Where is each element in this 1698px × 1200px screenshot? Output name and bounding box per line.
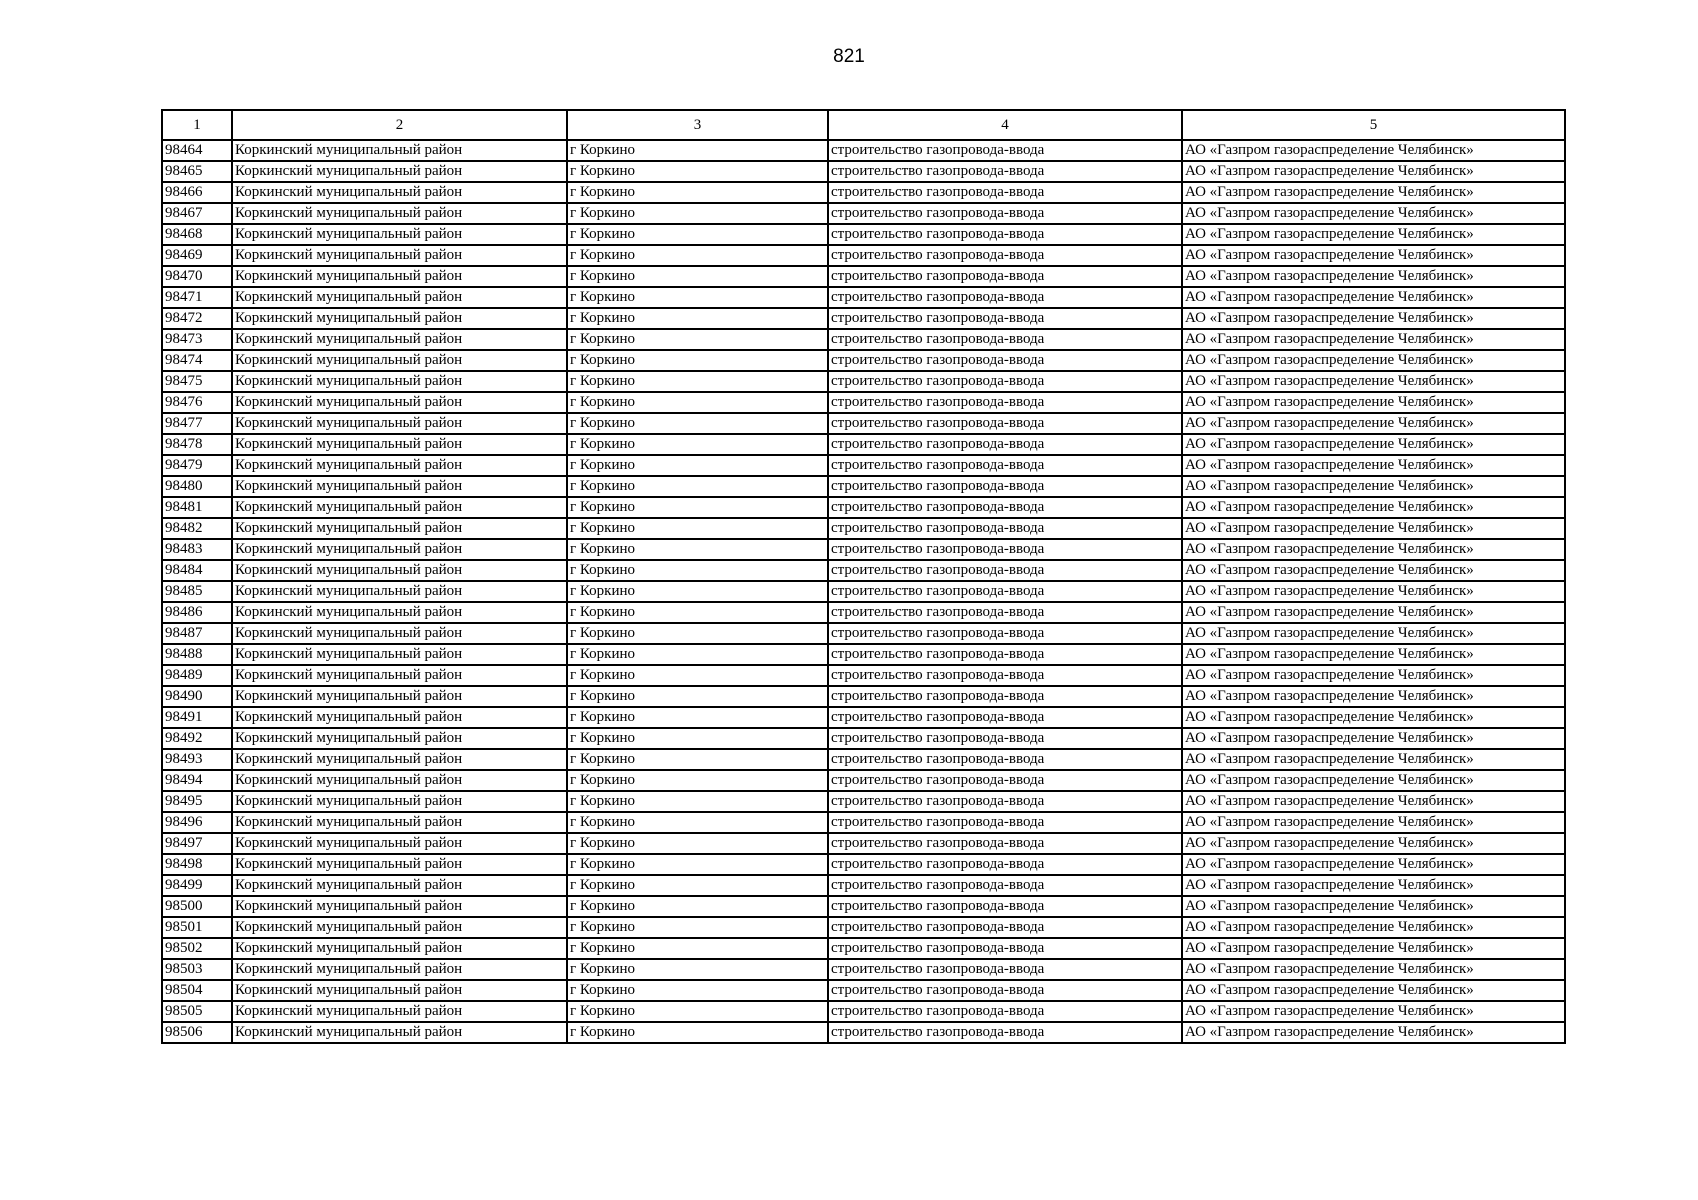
work-type-cell: строительство газопровода-ввода (828, 896, 1182, 917)
organization-cell: АО «Газпром газораспределение Челябинск» (1182, 476, 1565, 497)
column-header-3: 3 (567, 110, 828, 140)
row-number-cell: 98478 (162, 434, 232, 455)
district-cell: Коркинский муниципальный район (232, 917, 567, 938)
organization-cell: АО «Газпром газораспределение Челябинск» (1182, 140, 1565, 161)
settlement-cell: г Коркино (567, 245, 828, 266)
organization-cell: АО «Газпром газораспределение Челябинск» (1182, 182, 1565, 203)
organization-cell: АО «Газпром газораспределение Челябинск» (1182, 455, 1565, 476)
settlement-cell: г Коркино (567, 266, 828, 287)
work-type-cell: строительство газопровода-ввода (828, 434, 1182, 455)
organization-cell: АО «Газпром газораспределение Челябинск» (1182, 917, 1565, 938)
row-number-cell: 98500 (162, 896, 232, 917)
row-number-cell: 98486 (162, 602, 232, 623)
page-number: 821 (833, 46, 865, 67)
organization-cell: АО «Газпром газораспределение Челябинск» (1182, 644, 1565, 665)
district-cell: Коркинский муниципальный район (232, 896, 567, 917)
settlement-cell: г Коркино (567, 980, 828, 1001)
organization-cell: АО «Газпром газораспределение Челябинск» (1182, 875, 1565, 896)
settlement-cell: г Коркино (567, 938, 828, 959)
district-cell: Коркинский муниципальный район (232, 308, 567, 329)
row-number-cell: 98501 (162, 917, 232, 938)
organization-cell: АО «Газпром газораспределение Челябинск» (1182, 980, 1565, 1001)
work-type-cell: строительство газопровода-ввода (828, 728, 1182, 749)
work-type-cell: строительство газопровода-ввода (828, 539, 1182, 560)
row-number-cell: 98494 (162, 770, 232, 791)
work-type-cell: строительство газопровода-ввода (828, 392, 1182, 413)
district-cell: Коркинский муниципальный район (232, 938, 567, 959)
row-number-cell: 98495 (162, 791, 232, 812)
organization-cell: АО «Газпром газораспределение Челябинск» (1182, 560, 1565, 581)
settlement-cell: г Коркино (567, 350, 828, 371)
work-type-cell: строительство газопровода-ввода (828, 854, 1182, 875)
organization-cell: АО «Газпром газораспределение Челябинск» (1182, 812, 1565, 833)
district-cell: Коркинский муниципальный район (232, 812, 567, 833)
row-number-cell: 98483 (162, 539, 232, 560)
settlement-cell: г Коркино (567, 182, 828, 203)
row-number-cell: 98498 (162, 854, 232, 875)
work-type-cell: строительство газопровода-ввода (828, 518, 1182, 539)
settlement-cell: г Коркино (567, 224, 828, 245)
work-type-cell: строительство газопровода-ввода (828, 245, 1182, 266)
settlement-cell: г Коркино (567, 812, 828, 833)
row-number-cell: 98499 (162, 875, 232, 896)
district-cell: Коркинский муниципальный район (232, 140, 567, 161)
table-row (162, 938, 1565, 959)
organization-cell: АО «Газпром газораспределение Челябинск» (1182, 1022, 1565, 1043)
row-number-cell: 98479 (162, 455, 232, 476)
settlement-cell: г Коркино (567, 602, 828, 623)
row-number-cell: 98465 (162, 161, 232, 182)
row-number-cell: 98473 (162, 329, 232, 350)
settlement-cell: г Коркино (567, 203, 828, 224)
row-number-cell: 98468 (162, 224, 232, 245)
work-type-cell: строительство газопровода-ввода (828, 959, 1182, 980)
row-number-cell: 98464 (162, 140, 232, 161)
settlement-cell: г Коркино (567, 329, 828, 350)
work-type-cell: строительство газопровода-ввода (828, 476, 1182, 497)
work-type-cell: строительство газопровода-ввода (828, 182, 1182, 203)
table-row (162, 917, 1565, 938)
work-type-cell: строительство газопровода-ввода (828, 791, 1182, 812)
district-cell: Коркинский муниципальный район (232, 371, 567, 392)
district-cell: Коркинский муниципальный район (232, 287, 567, 308)
work-type-cell: строительство газопровода-ввода (828, 161, 1182, 182)
district-cell: Коркинский муниципальный район (232, 161, 567, 182)
settlement-cell: г Коркино (567, 728, 828, 749)
work-type-cell: строительство газопровода-ввода (828, 497, 1182, 518)
settlement-cell: г Коркино (567, 854, 828, 875)
table-row (162, 203, 1565, 224)
table-row (162, 539, 1565, 560)
district-cell: Коркинский муниципальный район (232, 728, 567, 749)
row-number-cell: 98489 (162, 665, 232, 686)
work-type-cell: строительство газопровода-ввода (828, 686, 1182, 707)
table-row (162, 329, 1565, 350)
organization-cell: АО «Газпром газораспределение Челябинск» (1182, 833, 1565, 854)
table-row (162, 266, 1565, 287)
work-type-cell: строительство газопровода-ввода (828, 644, 1182, 665)
organization-cell: АО «Газпром газораспределение Челябинск» (1182, 308, 1565, 329)
row-number-cell: 98488 (162, 644, 232, 665)
column-header-2: 2 (232, 110, 567, 140)
work-type-cell: строительство газопровода-ввода (828, 560, 1182, 581)
table-row (162, 371, 1565, 392)
table-row (162, 833, 1565, 854)
work-type-cell: строительство газопровода-ввода (828, 875, 1182, 896)
district-cell: Коркинский муниципальный район (232, 959, 567, 980)
table-header (162, 110, 1565, 140)
organization-cell: АО «Газпром газораспределение Челябинск» (1182, 329, 1565, 350)
table-row (162, 791, 1565, 812)
organization-cell: АО «Газпром газораспределение Челябинск» (1182, 623, 1565, 644)
row-number-cell: 98497 (162, 833, 232, 854)
row-number-cell: 98466 (162, 182, 232, 203)
table-body (162, 140, 1565, 1043)
work-type-cell: строительство газопровода-ввода (828, 623, 1182, 644)
district-cell: Коркинский муниципальный район (232, 875, 567, 896)
district-cell: Коркинский муниципальный район (232, 245, 567, 266)
work-type-cell: строительство газопровода-ввода (828, 413, 1182, 434)
district-cell: Коркинский муниципальный район (232, 1001, 567, 1022)
table-row (162, 497, 1565, 518)
work-type-cell: строительство газопровода-ввода (828, 455, 1182, 476)
settlement-cell: г Коркино (567, 140, 828, 161)
table-row (162, 749, 1565, 770)
table-row (162, 959, 1565, 980)
row-number-cell: 98492 (162, 728, 232, 749)
settlement-cell: г Коркино (567, 686, 828, 707)
table-row (162, 812, 1565, 833)
row-number-cell: 98490 (162, 686, 232, 707)
row-number-cell: 98484 (162, 560, 232, 581)
district-cell: Коркинский муниципальный район (232, 476, 567, 497)
work-type-cell: строительство газопровода-ввода (828, 371, 1182, 392)
organization-cell: АО «Газпром газораспределение Челябинск» (1182, 497, 1565, 518)
organization-cell: АО «Газпром газораспределение Челябинск» (1182, 266, 1565, 287)
row-number-cell: 98493 (162, 749, 232, 770)
district-cell: Коркинский муниципальный район (232, 329, 567, 350)
settlement-cell: г Коркино (567, 161, 828, 182)
work-type-cell: строительство газопровода-ввода (828, 665, 1182, 686)
table-row (162, 854, 1565, 875)
row-number-cell: 98505 (162, 1001, 232, 1022)
organization-cell: АО «Газпром газораспределение Челябинск» (1182, 770, 1565, 791)
table-row (162, 392, 1565, 413)
table-row (162, 875, 1565, 896)
work-type-cell: строительство газопровода-ввода (828, 833, 1182, 854)
column-header-1: 1 (162, 110, 232, 140)
work-type-cell: строительство газопровода-ввода (828, 287, 1182, 308)
table-row (162, 686, 1565, 707)
work-type-cell: строительство газопровода-ввода (828, 203, 1182, 224)
district-cell: Коркинский муниципальный район (232, 518, 567, 539)
district-cell: Коркинский муниципальный район (232, 539, 567, 560)
district-cell: Коркинский муниципальный район (232, 1022, 567, 1043)
settlement-cell: г Коркино (567, 644, 828, 665)
organization-cell: АО «Газпром газораспределение Челябинск» (1182, 896, 1565, 917)
table-row (162, 476, 1565, 497)
settlement-cell: г Коркино (567, 371, 828, 392)
organization-cell: АО «Газпром газораспределение Челябинск» (1182, 854, 1565, 875)
row-number-cell: 98485 (162, 581, 232, 602)
organization-cell: АО «Газпром газораспределение Челябинск» (1182, 392, 1565, 413)
gas-connection-table (161, 109, 1566, 1044)
organization-cell: АО «Газпром газораспределение Челябинск» (1182, 665, 1565, 686)
district-cell: Коркинский муниципальный район (232, 413, 567, 434)
table-row (162, 350, 1565, 371)
row-number-cell: 98506 (162, 1022, 232, 1043)
district-cell: Коркинский муниципальный район (232, 665, 567, 686)
organization-cell: АО «Газпром газораспределение Челябинск» (1182, 350, 1565, 371)
organization-cell: АО «Газпром газораспределение Челябинск» (1182, 959, 1565, 980)
row-number-cell: 98504 (162, 980, 232, 1001)
district-cell: Коркинский муниципальный район (232, 854, 567, 875)
work-type-cell: строительство газопровода-ввода (828, 938, 1182, 959)
work-type-cell: строительство газопровода-ввода (828, 140, 1182, 161)
organization-cell: АО «Газпром газораспределение Челябинск» (1182, 686, 1565, 707)
settlement-cell: г Коркино (567, 434, 828, 455)
column-header-4: 4 (828, 110, 1182, 140)
organization-cell: АО «Газпром газораспределение Челябинск» (1182, 581, 1565, 602)
settlement-cell: г Коркино (567, 287, 828, 308)
organization-cell: АО «Газпром газораспределение Челябинск» (1182, 287, 1565, 308)
organization-cell: АО «Газпром газораспределение Челябинск» (1182, 161, 1565, 182)
district-cell: Коркинский муниципальный район (232, 224, 567, 245)
district-cell: Коркинский муниципальный район (232, 392, 567, 413)
district-cell: Коркинский муниципальный район (232, 623, 567, 644)
table-row (162, 560, 1565, 581)
table-row (162, 707, 1565, 728)
organization-cell: АО «Газпром газораспределение Челябинск» (1182, 707, 1565, 728)
table-row (162, 1022, 1565, 1043)
row-number-cell: 98481 (162, 497, 232, 518)
table-row (162, 308, 1565, 329)
settlement-cell: г Коркино (567, 896, 828, 917)
settlement-cell: г Коркино (567, 413, 828, 434)
table-row (162, 518, 1565, 539)
table-row (162, 245, 1565, 266)
table-row (162, 602, 1565, 623)
settlement-cell: г Коркино (567, 623, 828, 644)
row-number-cell: 98474 (162, 350, 232, 371)
work-type-cell: строительство газопровода-ввода (828, 329, 1182, 350)
settlement-cell: г Коркино (567, 833, 828, 854)
table-row (162, 623, 1565, 644)
organization-cell: АО «Газпром газораспределение Челябинск» (1182, 602, 1565, 623)
organization-cell: АО «Газпром газораспределение Челябинск» (1182, 245, 1565, 266)
organization-cell: АО «Газпром газораспределение Челябинск» (1182, 371, 1565, 392)
work-type-cell: строительство газопровода-ввода (828, 602, 1182, 623)
district-cell: Коркинский муниципальный район (232, 581, 567, 602)
row-number-cell: 98469 (162, 245, 232, 266)
organization-cell: АО «Газпром газораспределение Челябинск» (1182, 413, 1565, 434)
table-row (162, 896, 1565, 917)
row-number-cell: 98470 (162, 266, 232, 287)
organization-cell: АО «Газпром газораспределение Челябинск» (1182, 728, 1565, 749)
organization-cell: АО «Газпром газораспределение Челябинск» (1182, 224, 1565, 245)
settlement-cell: г Коркино (567, 308, 828, 329)
work-type-cell: строительство газопровода-ввода (828, 917, 1182, 938)
settlement-cell: г Коркино (567, 497, 828, 518)
settlement-cell: г Коркино (567, 560, 828, 581)
settlement-cell: г Коркино (567, 581, 828, 602)
district-cell: Коркинский муниципальный район (232, 791, 567, 812)
table-row (162, 287, 1565, 308)
table-row (162, 581, 1565, 602)
settlement-cell: г Коркино (567, 791, 828, 812)
district-cell: Коркинский муниципальный район (232, 182, 567, 203)
settlement-cell: г Коркино (567, 455, 828, 476)
work-type-cell: строительство газопровода-ввода (828, 707, 1182, 728)
district-cell: Коркинский муниципальный район (232, 707, 567, 728)
district-cell: Коркинский муниципальный район (232, 749, 567, 770)
settlement-cell: г Коркино (567, 476, 828, 497)
district-cell: Коркинский муниципальный район (232, 203, 567, 224)
district-cell: Коркинский муниципальный район (232, 560, 567, 581)
settlement-cell: г Коркино (567, 518, 828, 539)
work-type-cell: строительство газопровода-ввода (828, 581, 1182, 602)
district-cell: Коркинский муниципальный район (232, 686, 567, 707)
table-row (162, 161, 1565, 182)
organization-cell: АО «Газпром газораспределение Челябинск» (1182, 1001, 1565, 1022)
table-row (162, 434, 1565, 455)
row-number-cell: 98491 (162, 707, 232, 728)
district-cell: Коркинский муниципальный район (232, 266, 567, 287)
row-number-cell: 98477 (162, 413, 232, 434)
work-type-cell: строительство газопровода-ввода (828, 812, 1182, 833)
organization-cell: АО «Газпром газораспределение Челябинск» (1182, 791, 1565, 812)
row-number-cell: 98502 (162, 938, 232, 959)
work-type-cell: строительство газопровода-ввода (828, 1001, 1182, 1022)
row-number-cell: 98467 (162, 203, 232, 224)
settlement-cell: г Коркино (567, 707, 828, 728)
table-row (162, 182, 1565, 203)
row-number-cell: 98476 (162, 392, 232, 413)
table-row (162, 728, 1565, 749)
table-row (162, 413, 1565, 434)
row-number-cell: 98472 (162, 308, 232, 329)
settlement-cell: г Коркино (567, 392, 828, 413)
header-row (162, 110, 1565, 140)
organization-cell: АО «Газпром газораспределение Челябинск» (1182, 203, 1565, 224)
row-number-cell: 98475 (162, 371, 232, 392)
work-type-cell: строительство газопровода-ввода (828, 1022, 1182, 1043)
work-type-cell: строительство газопровода-ввода (828, 224, 1182, 245)
district-cell: Коркинский муниципальный район (232, 350, 567, 371)
table-row (162, 644, 1565, 665)
district-cell: Коркинский муниципальный район (232, 644, 567, 665)
settlement-cell: г Коркино (567, 959, 828, 980)
row-number-cell: 98482 (162, 518, 232, 539)
organization-cell: АО «Газпром газораспределение Челябинск» (1182, 518, 1565, 539)
settlement-cell: г Коркино (567, 539, 828, 560)
table-row (162, 770, 1565, 791)
row-number-cell: 98503 (162, 959, 232, 980)
table-row (162, 980, 1565, 1001)
work-type-cell: строительство газопровода-ввода (828, 980, 1182, 1001)
settlement-cell: г Коркино (567, 875, 828, 896)
organization-cell: АО «Газпром газораспределение Челябинск» (1182, 749, 1565, 770)
table-row (162, 140, 1565, 161)
settlement-cell: г Коркино (567, 770, 828, 791)
table-row (162, 665, 1565, 686)
work-type-cell: строительство газопровода-ввода (828, 308, 1182, 329)
organization-cell: АО «Газпром газораспределение Челябинск» (1182, 539, 1565, 560)
work-type-cell: строительство газопровода-ввода (828, 266, 1182, 287)
work-type-cell: строительство газопровода-ввода (828, 350, 1182, 371)
settlement-cell: г Коркино (567, 1001, 828, 1022)
district-cell: Коркинский муниципальный район (232, 455, 567, 476)
organization-cell: АО «Газпром газораспределение Челябинск» (1182, 434, 1565, 455)
table-row (162, 224, 1565, 245)
row-number-cell: 98496 (162, 812, 232, 833)
row-number-cell: 98480 (162, 476, 232, 497)
work-type-cell: строительство газопровода-ввода (828, 749, 1182, 770)
settlement-cell: г Коркино (567, 665, 828, 686)
district-cell: Коркинский муниципальный район (232, 770, 567, 791)
work-type-cell: строительство газопровода-ввода (828, 770, 1182, 791)
district-cell: Коркинский муниципальный район (232, 833, 567, 854)
district-cell: Коркинский муниципальный район (232, 602, 567, 623)
organization-cell: АО «Газпром газораспределение Челябинск» (1182, 938, 1565, 959)
district-cell: Коркинский муниципальный район (232, 980, 567, 1001)
settlement-cell: г Коркино (567, 749, 828, 770)
column-header-5: 5 (1182, 110, 1565, 140)
settlement-cell: г Коркино (567, 1022, 828, 1043)
district-cell: Коркинский муниципальный район (232, 434, 567, 455)
district-cell: Коркинский муниципальный район (232, 497, 567, 518)
table-row (162, 455, 1565, 476)
row-number-cell: 98471 (162, 287, 232, 308)
settlement-cell: г Коркино (567, 917, 828, 938)
table-row (162, 1001, 1565, 1022)
row-number-cell: 98487 (162, 623, 232, 644)
